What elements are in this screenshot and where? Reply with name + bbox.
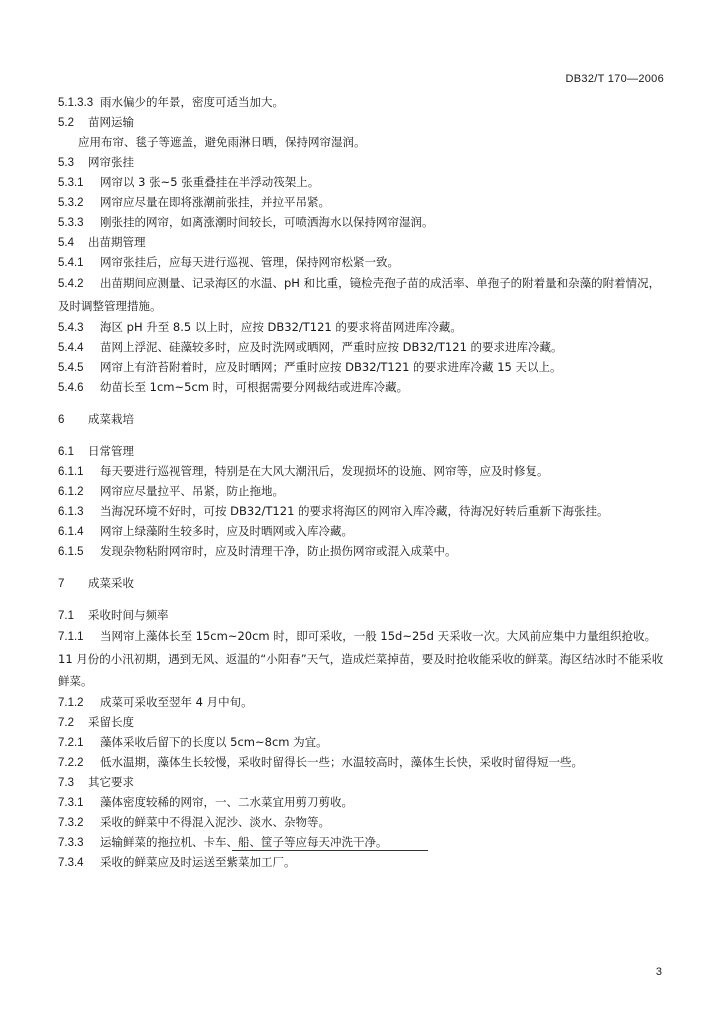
clause-number: 5.3.3 bbox=[58, 217, 84, 229]
clause-text: 苗网上浮泥、硅藻较多时，应及时洗网或晒网，严重时应按 DB32/T121 的要求进库冷藏。 bbox=[100, 340, 563, 354]
clause-text: 藻体采收后留下的长度以 5cm~8cm 为宜。 bbox=[100, 735, 328, 749]
clause-text: 每天要进行巡视管理，特别是在大风大潮汛后，发现损坏的设施、网帘等，应及时修复。 bbox=[100, 464, 549, 478]
clause-text: 日常管理 bbox=[88, 444, 134, 458]
clause-line bbox=[58, 337, 670, 357]
clause-number: 6.1.1 bbox=[58, 466, 84, 478]
clause-text: 低水温期，藻体生长较慢，采收时留得长一些；水温较高时，藻体生长快，采收时留得短一些。 bbox=[100, 755, 583, 769]
clause-line bbox=[58, 317, 670, 337]
clause-number: 6.1.4 bbox=[58, 526, 84, 538]
clause-line bbox=[58, 92, 670, 112]
clause-number: 6.1.2 bbox=[58, 486, 84, 498]
document-code: DB32/T 170—2006 bbox=[565, 73, 664, 85]
clause-line bbox=[58, 792, 670, 812]
clause-text: 成菜采收 bbox=[88, 576, 134, 590]
clause-line bbox=[58, 625, 670, 692]
clause-line bbox=[58, 501, 670, 521]
clause-text: 网帘应尽量拉平、吊紧，防止拖地。 bbox=[100, 484, 284, 498]
clause-number: 7.2.1 bbox=[58, 737, 84, 749]
clause-text: 网帘张挂 bbox=[88, 155, 134, 169]
end-rule bbox=[232, 850, 428, 851]
clause-number: 7 bbox=[58, 578, 65, 590]
clause-text: 苗网运输 bbox=[88, 115, 134, 129]
clause-line bbox=[58, 172, 670, 192]
document-body bbox=[58, 92, 670, 872]
clause-number: 7.2.2 bbox=[58, 757, 84, 769]
clause-line bbox=[58, 132, 670, 152]
clause-text: 采留长度 bbox=[88, 715, 134, 729]
clause-text: 网帘以 3 张~5 张重叠挂在半浮动筏架上。 bbox=[100, 175, 320, 189]
page-number: 3 bbox=[655, 966, 662, 978]
section-gap bbox=[58, 593, 670, 605]
clause-line bbox=[58, 357, 670, 377]
clause-number: 5.4.2 bbox=[58, 278, 84, 290]
clause-text: 当网帘上藻体长至 15cm~20cm 时，即可采收，一般 15d~25d 天采收一次。大风前应集中力量组织抢收。11 月份的小汛初期，遇到无风、返温的“小阳春”天气，造成烂菜掉苗，要及时抢收能采收的鲜菜。海区结冰时不能采收鲜菜。 bbox=[58, 629, 664, 688]
clause-number: 5.4.1 bbox=[58, 257, 84, 269]
clause-line bbox=[58, 521, 670, 541]
clause-text: 出苗期间应测量、记录海区的水温、pH 和比重，镜检壳孢子苗的成活率、单孢子的附着量和杂藻的附着情况，及时调整管理措施。 bbox=[58, 276, 661, 313]
clause-line bbox=[58, 541, 670, 561]
clause-text: 出苗期管理 bbox=[88, 235, 146, 249]
clause-text: 雨水偏少的年景，密度可适当加大。 bbox=[100, 95, 284, 109]
clause-line bbox=[58, 152, 670, 172]
clause-text: 发现杂物粘附网帘时，应及时清理干净，防止损伤网帘或混入成菜中。 bbox=[100, 544, 457, 558]
clause-number: 5.3.2 bbox=[58, 197, 84, 209]
clause-text: 网帘张挂后，应每天进行巡视、管理，保持网帘松紧一致。 bbox=[100, 255, 399, 269]
section-gap bbox=[58, 429, 670, 441]
clause-text: 幼苗长至 1cm~5cm 时，可根据需要分网裁结或进库冷藏。 bbox=[100, 380, 409, 394]
clause-line bbox=[58, 712, 670, 732]
clause-number: 7.2 bbox=[58, 717, 74, 729]
clause-line bbox=[58, 441, 670, 461]
clause-text: 其它要求 bbox=[88, 775, 134, 789]
clause-text: 网帘上绿藻附生较多时，应及时晒网或入库冷藏。 bbox=[100, 524, 353, 538]
clause-line bbox=[58, 212, 670, 232]
clause-number: 6.1.3 bbox=[58, 506, 84, 518]
clause-text: 应用布帘、毯子等遮盖，避免雨淋日晒，保持网帘湿润。 bbox=[78, 135, 366, 149]
clause-number: 7.1.2 bbox=[58, 697, 84, 709]
clause-line bbox=[58, 377, 670, 397]
clause-number: 5.2 bbox=[58, 117, 74, 129]
clause-text: 海区 pH 升至 8.5 以上时，应按 DB32/T121 的要求将苗网进库冷藏。 bbox=[100, 320, 462, 334]
clause-number: 5.3.1 bbox=[58, 177, 84, 189]
clause-number: 7.3.3 bbox=[58, 837, 84, 849]
clause-text: 运输鲜菜的拖拉机、卡车、船、筐子等应每天冲洗干净。 bbox=[100, 835, 388, 849]
clause-line bbox=[58, 481, 670, 501]
clause-line bbox=[58, 832, 670, 852]
clause-text: 网帘应尽量在即将涨潮前张挂，并拉平吊紧。 bbox=[100, 195, 330, 209]
clause-number: 5.4.6 bbox=[58, 382, 84, 394]
clause-number: 6.1.5 bbox=[58, 546, 84, 558]
clause-text: 当海况环境不好时，可按 DB32/T121 的要求将海区的网帘入库冷藏，待海况好转后重新下海张挂。 bbox=[100, 504, 609, 518]
clause-line bbox=[58, 852, 670, 872]
section-gap bbox=[58, 397, 670, 409]
clause-line bbox=[58, 812, 670, 832]
clause-line bbox=[58, 112, 670, 132]
clause-line bbox=[58, 732, 670, 752]
clause-text: 采收的鲜菜中不得混入泥沙、淡水、杂物等。 bbox=[100, 815, 330, 829]
clause-number: 6 bbox=[58, 414, 65, 426]
clause-line bbox=[58, 605, 670, 625]
clause-text: 采收时间与频率 bbox=[88, 608, 169, 622]
clause-line bbox=[58, 752, 670, 772]
clause-line bbox=[58, 772, 670, 792]
clause-number: 7.1 bbox=[58, 610, 74, 622]
clause-text: 成菜栽培 bbox=[88, 412, 134, 426]
clause-text: 成菜可采收至翌年 4 月中旬。 bbox=[100, 695, 253, 709]
clause-line bbox=[58, 409, 670, 429]
clause-line bbox=[58, 252, 670, 272]
clause-line bbox=[58, 573, 670, 593]
clause-text: 藻体密度较稀的网帘，一、二水菜宜用剪刀剪收。 bbox=[100, 795, 353, 809]
clause-text: 刚张挂的网帘，如离涨潮时间较长，可喷洒海水以保持网帘湿润。 bbox=[100, 215, 434, 229]
clause-line bbox=[58, 692, 670, 712]
clause-number: 6.1 bbox=[58, 446, 74, 458]
clause-number: 5.3 bbox=[58, 157, 74, 169]
clause-line bbox=[58, 461, 670, 481]
clause-number: 5.4 bbox=[58, 237, 74, 249]
clause-number: 7.3.2 bbox=[58, 817, 84, 829]
clause-line bbox=[58, 272, 670, 317]
clause-number: 5.1.3.3 bbox=[58, 97, 94, 109]
clause-number: 7.3.1 bbox=[58, 797, 84, 809]
clause-text: 网帘上有浒苔附着时，应及时晒网；严重时应按 DB32/T121 的要求进库冷藏 15 天以上。 bbox=[100, 360, 562, 374]
clause-number: 5.4.5 bbox=[58, 362, 84, 374]
clause-text: 采收的鲜菜应及时运送至紫菜加工厂。 bbox=[100, 855, 296, 869]
clause-number: 5.4.3 bbox=[58, 322, 84, 334]
clause-number: 5.4.4 bbox=[58, 342, 84, 354]
clause-number: 7.3.4 bbox=[58, 857, 84, 869]
clause-line bbox=[58, 232, 670, 252]
section-gap bbox=[58, 561, 670, 573]
clause-line bbox=[58, 192, 670, 212]
clause-number: 7.3 bbox=[58, 777, 74, 789]
clause-number: 7.1.1 bbox=[58, 631, 84, 643]
